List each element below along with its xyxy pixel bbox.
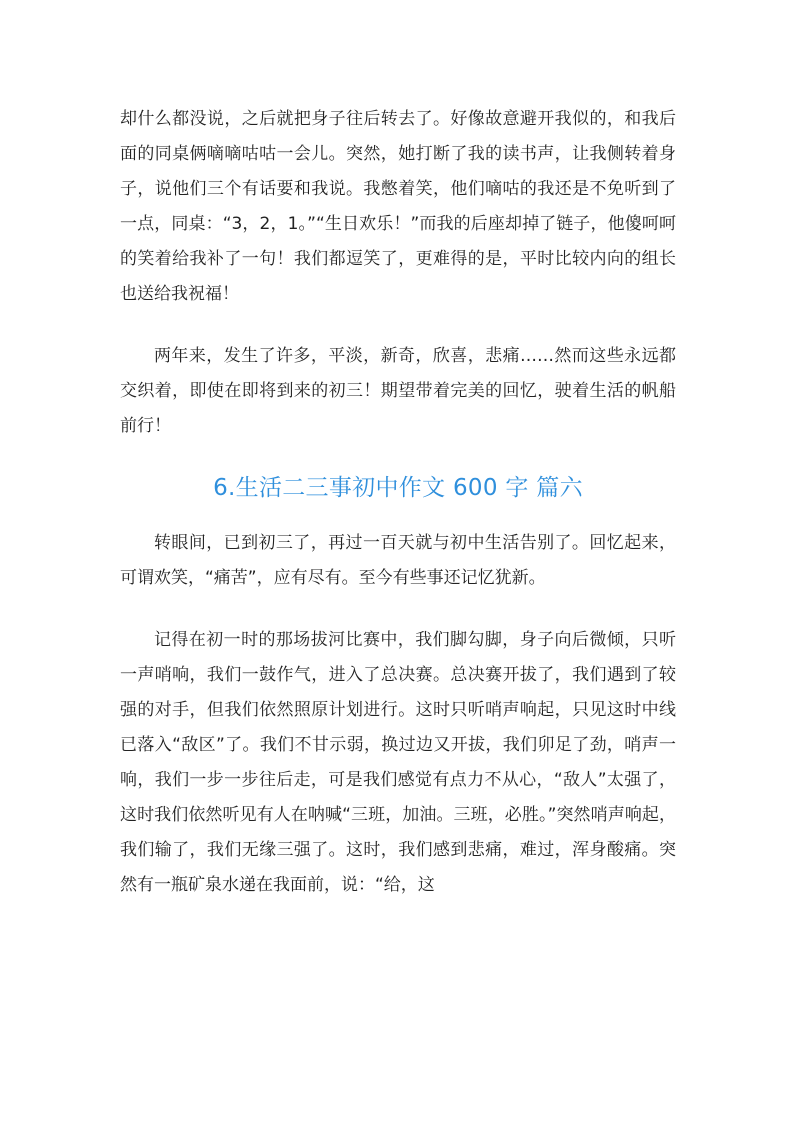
heading-spacer-bottom xyxy=(120,506,676,526)
paragraph-2: 两年来，发生了许多，平淡，新奇，欣喜，悲痛……然而这些永远都交织着，即使在即将到来的初三！期望带着完美的回忆，驶着生活的帆船前行！ xyxy=(120,346,676,436)
paragraph-spacer xyxy=(120,596,676,623)
paragraph-1: 却什么都没说，之后就把身子往后转去了。好像故意避开我似的，和我后面的同桌俩嘀嘀咕咕一会儿。突然，她打断了我的读书声，让我侧转着身子，说他们三个有话要和我说。我憋着笑，他们嘀咕的我还是不免听到了一点，同桌：“3，2，1。”“生日欢乐！”而我的后座却掉了链子，他傻呵呵的笑着给我补了一句！我们都逗笑了，更难得的是，平时比较内向的组长也送给我祝福！ xyxy=(120,109,676,304)
document-body xyxy=(120,102,676,903)
section-paragraph-1: 转眼间，已到初三了，再过一百天就与初中生活告别了。回忆起来，可谓欢笑，“痛苦”，应有尽有。至今有些事还记忆犹新。 xyxy=(120,533,676,588)
paragraph-spacer xyxy=(120,312,676,339)
heading-spacer-top xyxy=(120,444,676,471)
section-paragraph-2: 记得在初一时的那场拔河比赛中，我们脚勾脚，身子向后微倾，只听一声哨响，我们一鼓作气，进入了总决赛。总决赛开拔了，我们遇到了较强的对手，但我们依然照原计划进行。这时只听哨声响起，只见这时中线已落入“敌区”了。我们不甘示弱，换过边又开拔，我们卯足了劲，哨声一响，我们一步一步往后走，可是我们感觉有点力不从心，“敌人”太强了，这时我们依然听见有人在呐喊“三班，加油。三班，必胜。”突然哨声响起，我们输了，我们无缘三强了。这时，我们感到悲痛，难过，浑身酸痛。突然有一瓶矿泉水递在我面前，说：“给，这 xyxy=(120,630,676,895)
section-heading: 6.生活二三事初中作文 600 字 篇六 xyxy=(213,475,583,501)
